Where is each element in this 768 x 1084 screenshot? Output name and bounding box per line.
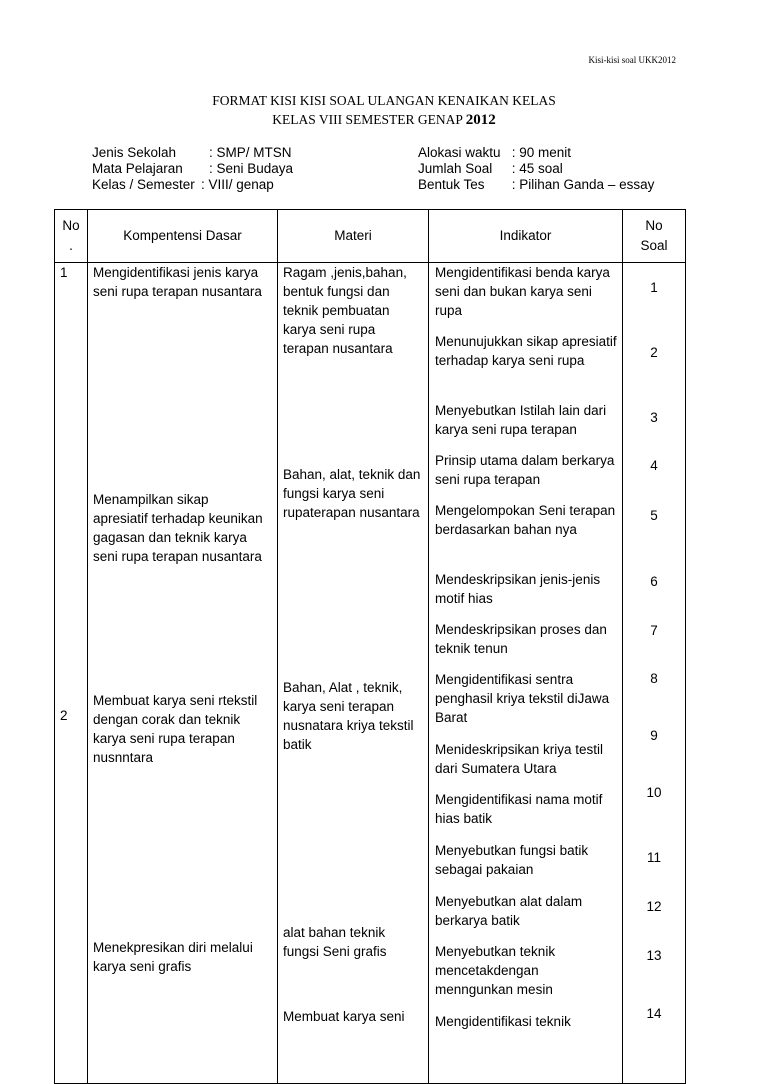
cell-indikator	[429, 263, 623, 1084]
header-nosoal-text: No	[645, 218, 663, 233]
indikator-item: Menideskripsikan kriya testil dari Sumatera Utara	[435, 742, 604, 776]
indikator-item: Mengelompokan Seni terapan berdasarkan bahan nya	[435, 503, 616, 537]
document-title: FORMAT KISI KISI SOAL ULANGAN KENAIKAN KELAS	[212, 93, 556, 108]
row-number: 2	[60, 708, 68, 723]
document-subtitle	[0, 111, 768, 129]
soal-number: 5	[650, 508, 658, 523]
soal-number: 6	[650, 574, 658, 589]
header-no-soal	[623, 210, 686, 263]
soal-number: 14	[646, 1006, 662, 1021]
header-no	[55, 210, 88, 263]
indikator-item: Mendeskripsikan jenis-jenis motif hias	[435, 572, 601, 606]
meta-value: : 90 menit	[508, 145, 572, 160]
soal-number: 12	[646, 899, 662, 914]
meta-label: Alokasi waktu	[418, 145, 501, 160]
soal-number: 10	[646, 785, 662, 800]
indikator-item: Mendeskripsikan proses dan teknik tenun	[435, 622, 607, 656]
indikator-item: Mengidentifikasi benda karya seni dan bukan karya seni rupa	[435, 265, 610, 318]
subtitle-text: KELAS VIII SEMESTER GENAP	[272, 112, 463, 127]
soal-number: 9	[650, 728, 658, 743]
indikator-item: Menyebutkan Istilah lain dari karya seni rupa terapan	[435, 403, 607, 437]
meta-row	[92, 145, 293, 161]
meta-label: Kelas / Semester	[92, 177, 195, 192]
kisi-table	[54, 209, 686, 1084]
soal-number: 7	[650, 623, 658, 638]
meta-left	[92, 145, 293, 193]
meta-value: : Seni Budaya	[209, 161, 294, 176]
cell-no	[55, 263, 88, 1084]
indikator-item: Prinsip utama dalam berkarya seni rupa terapan	[435, 453, 615, 487]
materi-item: Membuat karya seni	[283, 1009, 405, 1024]
cell-kd	[88, 263, 278, 1084]
indikator-item: Menunujukkan sikap apresiatif terhadap karya seni rupa	[435, 334, 617, 368]
indikator-item: Menyebutkan teknik mencetakdengan menngunkan mesin	[435, 944, 556, 997]
header-nosoal-sub: Soal	[640, 238, 668, 253]
cell-materi	[278, 263, 429, 1084]
meta-row	[418, 161, 654, 177]
table-row	[55, 263, 686, 1084]
table-header-row	[55, 210, 686, 263]
materi-item: Bahan, alat, teknik dan fungsi karya seni rupaterapan nusantara	[283, 467, 421, 520]
meta-value: : Pilihan Ganda – essay	[508, 177, 655, 192]
meta-label: Mata Pelajaran	[92, 161, 183, 176]
subtitle-year: 2012	[465, 112, 496, 128]
header-no-text: No	[62, 218, 80, 233]
meta-label: Bentuk Tes	[418, 177, 485, 192]
soal-number: 13	[646, 948, 662, 963]
meta-value: : VIII/ genap	[201, 177, 274, 192]
row-number: 1	[60, 265, 68, 280]
meta-label: Jumlah Soal	[418, 161, 493, 176]
soal-number: 11	[646, 850, 661, 865]
materi-item: alat bahan teknik fungsi Seni grafis	[283, 925, 387, 959]
meta-row	[92, 161, 293, 177]
materi-item: Bahan, Alat , teknik, karya seni terapan nusnatara kriya tekstil batik	[283, 680, 414, 752]
meta-value: : SMP/ MTSN	[209, 145, 292, 160]
header-no-dot: .	[69, 238, 73, 253]
soal-number: 8	[650, 671, 658, 686]
cell-no-soal	[623, 263, 686, 1084]
kd-item: Mengidentifikasi jenis karya seni rupa terapan nusantara	[93, 265, 262, 299]
indikator-item: Menyebutkan fungsi batik sebagai pakaian	[435, 843, 589, 877]
kd-item: Menampilkan sikap apresiatif terhadap keunikan gagasan dan teknik karya seni rupa terapan nusantara	[93, 492, 263, 564]
header-materi: Materi	[278, 210, 429, 263]
indikator-item: Mengidentifikasi nama motif hias batik	[435, 792, 603, 826]
soal-number: 4	[650, 458, 658, 473]
meta-value: : 45 soal	[508, 161, 563, 176]
kd-item: Membuat karya seni rtekstil dengan corak dan teknik karya seni rupa terapan nusnntara	[93, 693, 258, 765]
kd-item: Menekpresikan diri melalui karya seni grafis	[93, 940, 253, 974]
indikator-item: Menyebutkan alat dalam berkarya batik	[435, 894, 583, 928]
header-kd: Kompentensi Dasar	[88, 210, 278, 263]
header-note: Kisi-kisi soal UKK2012	[588, 55, 676, 65]
indikator-item: Mengidentifikasi teknik	[435, 1014, 571, 1029]
indikator-item: Mengidentifikasi sentra penghasil kriya tekstil diJawa Barat	[435, 672, 610, 725]
meta-row	[418, 177, 654, 193]
meta-row	[418, 145, 654, 161]
meta-label: Jenis Sekolah	[92, 145, 177, 160]
soal-number: 3	[650, 410, 658, 425]
soal-number: 2	[650, 345, 658, 360]
materi-item: Ragam ,jenis,bahan, bentuk fungsi dan teknik pembuatan karya seni rupa terapan nusantara	[283, 265, 407, 356]
meta-row	[92, 177, 293, 193]
meta-right	[418, 145, 654, 193]
header-indikator: Indikator	[429, 210, 623, 263]
soal-number: 1	[650, 280, 658, 295]
